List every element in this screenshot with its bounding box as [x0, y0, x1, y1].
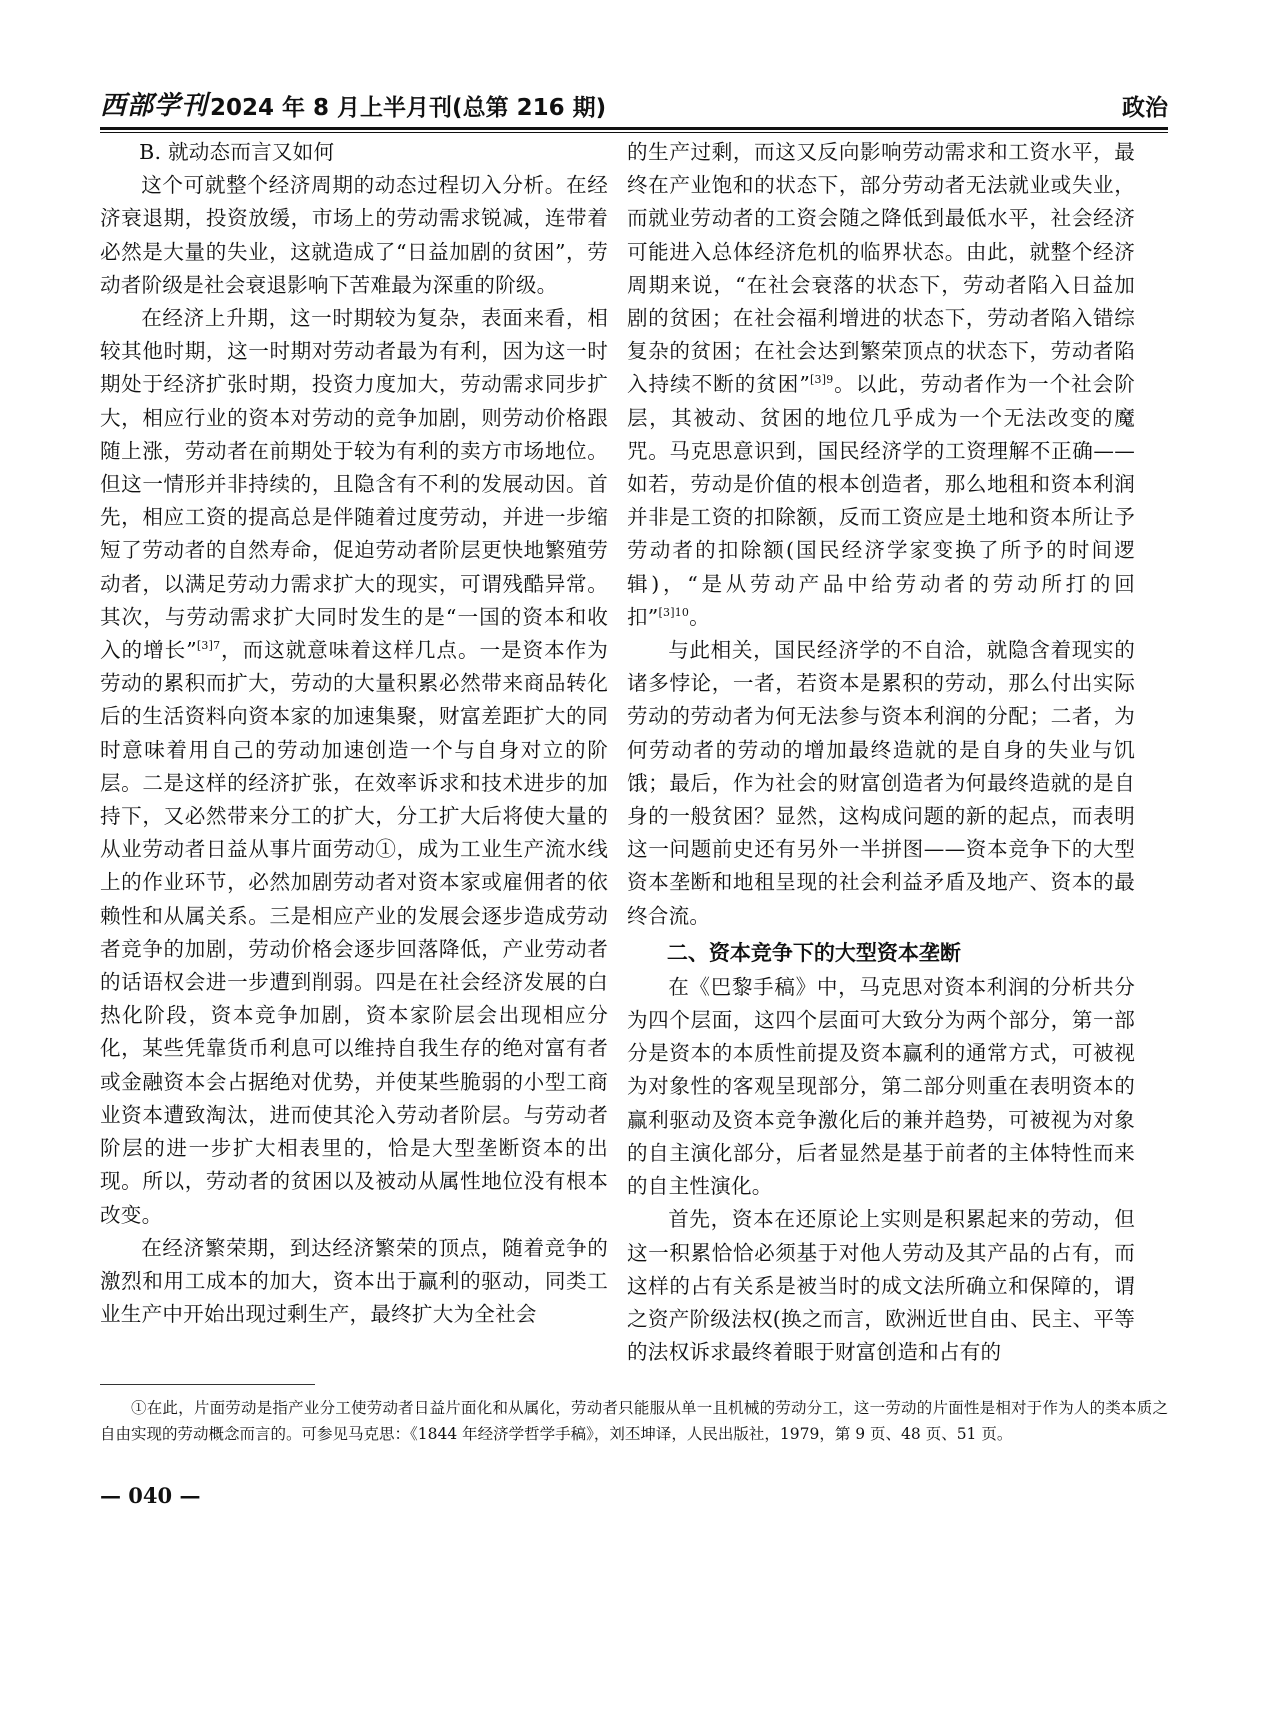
footnote: ①在此，片面劳动是指产业分工使劳动者日益片面化和从属化，劳动者只能服从单一且机械的劳动分工，这一劳动的片面性是相对于作为人的类本质之自由实现的劳动概念而言的。可参见马克思：《1844 年经济学哲学手稿》，刘丕坤译，人民出版社，1979，第 9 页、48 页、51 页。: [100, 1399, 1168, 1443]
header-divider: [100, 127, 1168, 130]
paragraph: 与此相关，国民经济学的不自洽，就隐含着现实的诸多悖论，一者，若资本是累积的劳动，那么付出实际劳动的劳动者为何无法参与资本利润的分配；二者，为何劳动者的劳动的增加最终造就的是自身的失业与饥饿；最后，作为社会的财富创造者为何最终造就的是自身的一般贫困？显然，这构成问题的新的起点，而表明这一问题前史还有另外一半拼图——资本竞争下的大型资本垄断和地租呈现的社会利益矛盾及地产、资本的最终合流。: [627, 638, 1135, 928]
paragraph: 这个可就整个经济周期的动态过程切入分析。在经济衰退期，投资放缓，市场上的劳动需求锐减，连带着必然是大量的失业，这就造成了“日益加剧的贫困”，劳动者阶级是社会衰退影响下苦难最为深重的阶级。: [100, 173, 608, 297]
footnote-divider: [100, 1384, 315, 1385]
header-divider-thin: [100, 132, 1168, 133]
paragraph: 首先，资本在还原论上实则是积累起来的劳动，但这一积累恰恰必须基于对他人劳动及其产品的占有，而这样的占有关系是被当时的成文法所确立和保障的，谓之资产阶级法权(换之而言，欧洲近世自由、民主、平等的法权诉求最终着眼于财富创造和占有的: [627, 1207, 1135, 1365]
running-header: [100, 82, 1168, 122]
paragraph-text: 在经济上升期，这一时期较为复杂，表面来看，相较其他时期，这一时期对劳动者最为有利，因为这一时期处于经济扩张时期，投资力度加大，劳动需求同步扩大，相应行业的资本对劳动的竞争加剧，则劳动价格跟随上涨，劳动者在前期处于较为有利的卖方市场地位。但这一情形并非持续的，且隐含有不利的发展动因。首先，相应工资的提高总是伴随着过度劳动，并进一步缩短了劳动者的自然寿命，促迫劳动者阶层更快地繁殖劳动者，以满足劳动力需求扩大的现实，可谓残酷异常。其次，与劳动需求扩大同时发生的是“一国的资本和收入的增长”: [100, 306, 608, 663]
paragraph-text: ，而这就意味着这样几点。一是资本作为劳动的累积而扩大，劳动的大量积累必然带来商品转化后的生活资料向资本家的加速集聚，财富差距扩大的同时意味着用自己的劳动加速创造一个与自身对立的阶层。二是这样的经济扩张，在效率诉求和技术进步的加持下，又必然带来分工的扩大，分工扩大后将使大量的从业劳动者日益从事片面劳动①，成为工业生产流水线上的作业环节，必然加剧劳动者对资本家或雇佣者的依赖性和从属关系。三是相应产业的发展会逐步造成劳动者竞争的加剧，劳动价格会逐步回落降低，产业劳动者的话语权会进一步遭到削弱。四是在社会经济发展的白热化阶段，资本竞争加剧，资本家阶层会出现相应分化，某些凭靠货币利息可以维持自我生存的绝对富有者或金融资本会占据绝对优势，并使某些脆弱的小型工商业资本遭致淘汰，进而使其沦入劳动者阶层。与劳动者阶层的进一步扩大相表里的，恰是大型垄断资本的出现。所以，劳动者的贫困以及被动从属性地位没有根本改变。: [100, 638, 608, 1227]
paragraph: [100, 302, 608, 1232]
journal-logo: 西部学刊: [100, 91, 209, 121]
issue-info: 2024 年 8 月上半月刊(总第 216 期): [210, 95, 607, 121]
citation: [3]9: [810, 373, 834, 387]
paragraph: 在《巴黎手稿》中，马克思对资本利润的分析共分为四个层面，这四个层面可大致分为两个部分，第一部分是资本的本质性前提及资本赢利的通常方式，可被视为对象性的客观呈现部分，第二部分则重在表明资本的赢利驱动及资本竞争激化后的兼并趋势，可被视为对象的自主演化部分，后者显然是基于前者的主体特性而来的自主性演化。: [627, 974, 1135, 1199]
journal-masthead: [100, 85, 606, 122]
paragraph-text: 。: [689, 604, 710, 629]
paragraph-text: 。以此，劳动者作为一个社会阶层，其被动、贫困的地位几乎成为一个无法改变的魔咒。马克思意识到，国民经济学的工资理解不正确——如若，劳动是价值的根本创造者，那么地租和资本利润并非是工资的扣除额，反而工资应是土地和资本所让予劳动者的扣除额(国民经济学家变换了所予的时间逻辑)，“是从劳动产品中给劳动者的劳动所打的回扣”: [627, 372, 1135, 629]
citation: [3]7: [196, 639, 221, 653]
left-column: [100, 136, 608, 1331]
paragraph: [627, 136, 1135, 634]
citation: [3]10: [658, 605, 690, 619]
section-name: 政治: [1122, 95, 1168, 121]
paragraph: 在经济繁荣期，到达经济繁荣的顶点，随着竞争的激烈和用工成本的加大，资本出于赢利的驱动，同类工业生产中开始出现过剩生产，最终扩大为全社会: [100, 1235, 608, 1327]
page-number: — 040 —: [100, 1483, 201, 1508]
right-column: [627, 136, 1135, 1369]
paragraph-text: 的生产过剩，而这又反向影响劳动需求和工资水平，最终在产业饱和的状态下，部分劳动者无法就业或失业，而就业劳动者的工资会随之降低到最低水平，社会经济可能进入总体经济危机的临界状态。由此，就整个经济周期来说，“在社会衰落的状态下，劳动者陷入日益加剧的贫困；在社会福利增进的状态下，劳动者陷入错综复杂的贫困；在社会达到繁荣顶点的状态下，劳动者陷入持续不断的贫困”: [627, 140, 1135, 397]
subheading: B. 就动态而言又如何: [139, 140, 335, 164]
section-heading: 二、资本竞争下的大型资本垄断: [666, 940, 961, 965]
